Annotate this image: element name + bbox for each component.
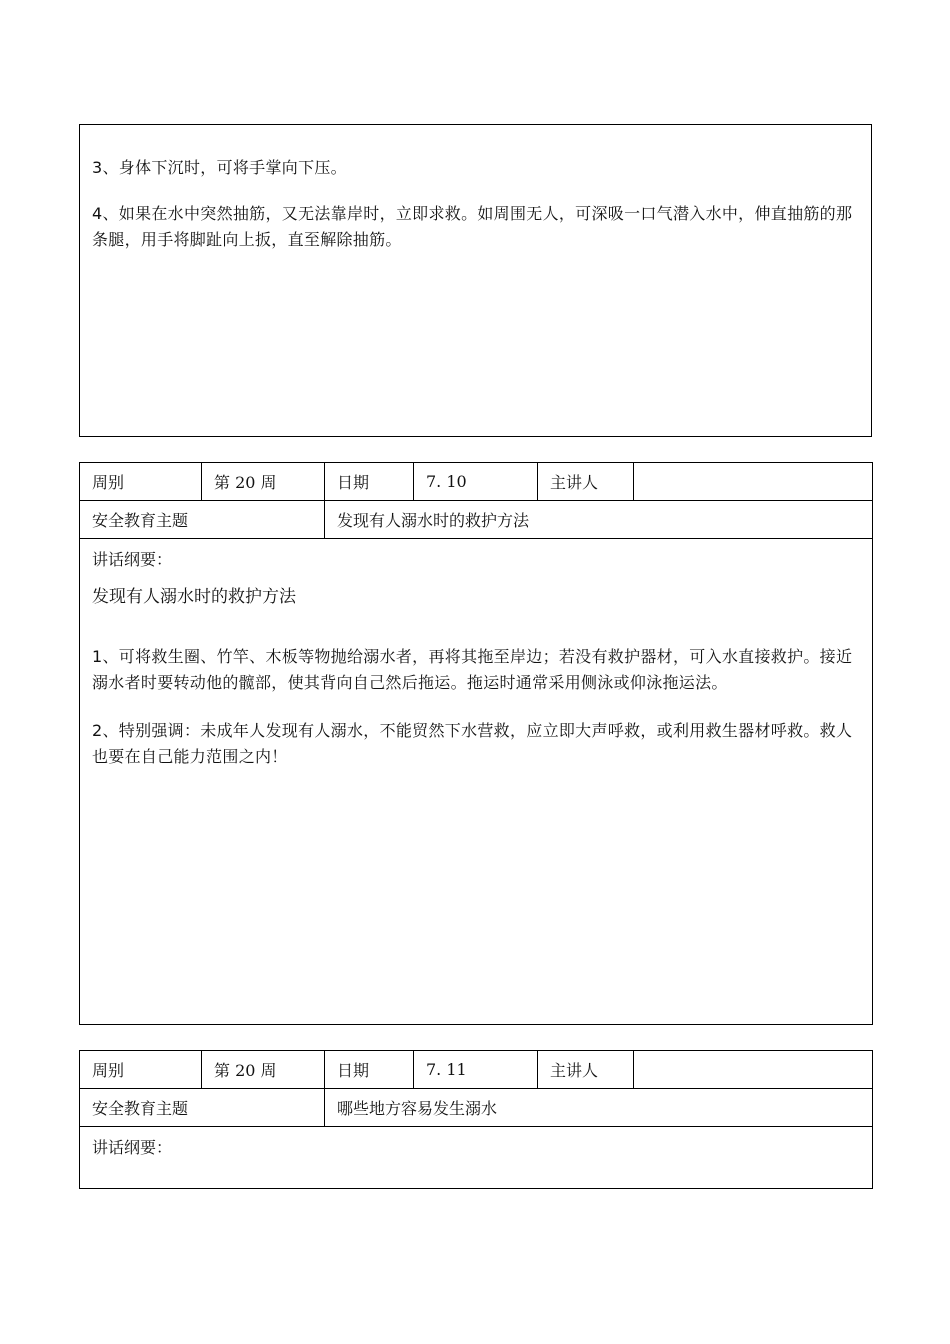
speaker-label: 主讲人 (538, 1051, 634, 1089)
lesson-topic-row (80, 501, 873, 539)
week-label: 周别 (80, 463, 202, 501)
topic-value: 发现有人溺水时的救护方法 (325, 501, 873, 539)
outline-cell (80, 539, 873, 1025)
continuation-box (79, 124, 872, 437)
lesson-header-row (80, 463, 873, 501)
topic-value: 哪些地方容易发生溺水 (325, 1089, 873, 1127)
outline-title: 发现有人溺水时的救护方法 (92, 587, 296, 607)
week-label: 周别 (80, 1051, 202, 1089)
lesson-outline-row (80, 539, 873, 1025)
topic-label: 安全教育主题 (80, 501, 325, 539)
outline-label: 讲话纲要： (92, 550, 173, 569)
speaker-value (634, 463, 873, 501)
date-value: 7. 11 (414, 1051, 538, 1089)
speaker-label: 主讲人 (538, 463, 634, 501)
topic-label: 安全教育主题 (80, 1089, 325, 1127)
lesson-header-row (80, 1051, 873, 1089)
speaker-value (634, 1051, 873, 1089)
lesson-topic-row (80, 1089, 873, 1127)
lesson-table-2 (79, 1050, 873, 1189)
lesson-outline-row (80, 1127, 873, 1189)
date-label: 日期 (325, 1051, 414, 1089)
date-label: 日期 (325, 463, 414, 501)
week-value: 第 20 周 (202, 463, 325, 501)
outline-paragraph-2: 2、特别强调：未成年人发现有人溺水，不能贸然下水营救，应立即大声呼救，或利用救生器材呼救。救人也要在自己能力范围之内！ (92, 721, 853, 766)
lesson-table-1 (79, 462, 873, 1025)
continuation-paragraph-4: 4、如果在水中突然抽筋，又无法靠岸时，立即求救。如周围无人，可深吸一口气潜入水中，伸直抽筋的那条腿，用手将脚趾向上扳，直至解除抽筋。 (92, 204, 853, 249)
outline-body (92, 644, 860, 770)
continuation-paragraph-3: 3、身体下沉时，可将手掌向下压。 (92, 158, 347, 177)
outline-paragraph-1: 1、可将救生圈、竹竿、木板等物抛给溺水者，再将其拖至岸边；若没有救护器材，可入水直接救护。接近溺水者时要转动他的髋部，使其背向自己然后拖运。拖运时通常采用侧泳或仰泳拖运法。 (92, 647, 853, 692)
outline-cell (80, 1127, 873, 1189)
outline-label: 讲话纲要： (92, 1138, 173, 1157)
week-value: 第 20 周 (202, 1051, 325, 1089)
date-value: 7. 10 (414, 463, 538, 501)
